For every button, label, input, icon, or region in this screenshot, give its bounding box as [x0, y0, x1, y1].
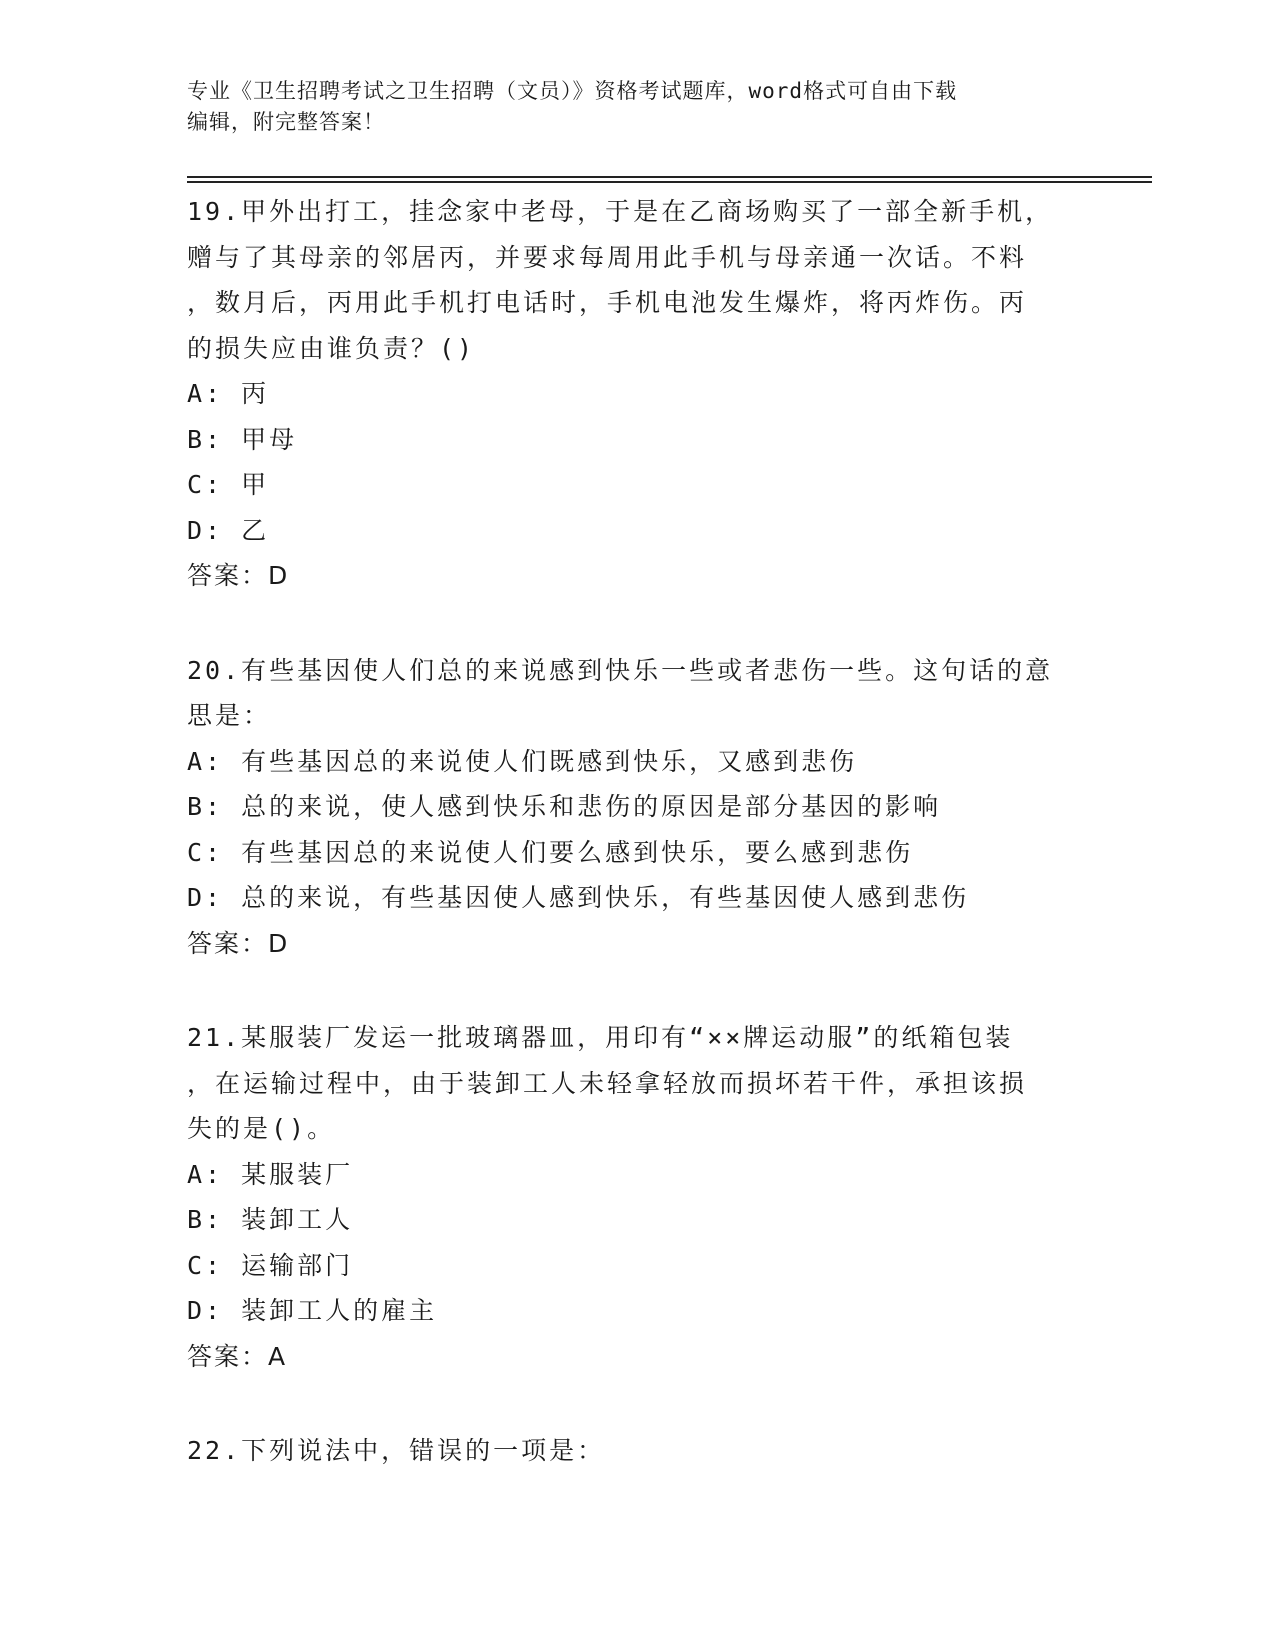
header-line-1: 专业《卫生招聘考试之卫生招聘（文员）》资格考试题库，word格式可自由下载 — [187, 79, 958, 103]
answer-label: 答案：D — [187, 561, 290, 590]
question-line: ，在运输过程中，由于装卸工人未轻拿轻放而损坏若干件，承担该损 — [187, 1068, 1028, 1098]
question-20 — [187, 648, 1087, 967]
question-19 — [187, 189, 1087, 599]
document-header — [187, 76, 1087, 138]
option-a: A: 某服装厂 — [187, 1159, 354, 1189]
option-c: C: 甲 — [187, 470, 270, 499]
option-b: B: 总的来说，使人感到快乐和悲伤的原因是部分基因的影响 — [187, 792, 942, 821]
question-text — [187, 1015, 1087, 1152]
question-line: 思是： — [187, 701, 272, 730]
option-c: C: 有些基因总的来说使人们要么感到快乐，要么感到悲伤 — [187, 837, 914, 867]
header-line-2: 编辑，附完整答案！ — [187, 110, 385, 134]
option-d: D: 装卸工人的雇主 — [187, 1296, 438, 1325]
question-line: 20.有些基因使人们总的来说感到快乐一些或者悲伤一些。这句话的意 — [187, 655, 1054, 685]
option-d: D: 乙 — [187, 515, 270, 545]
option-a: A: 丙 — [187, 379, 270, 408]
question-text — [187, 1428, 1087, 1474]
header-divider-bottom — [187, 181, 1152, 183]
option-b: B: 装卸工人 — [187, 1205, 354, 1234]
answer-label: 答案：A — [187, 1341, 288, 1371]
question-line: 赠与了其母亲的邻居丙，并要求每周用此手机与母亲通一次话。不料 — [187, 242, 1028, 272]
question-line: 失的是()。 — [187, 1114, 336, 1143]
answer-label: 答案：D — [187, 928, 290, 958]
question-22 — [187, 1428, 1087, 1474]
question-line: 22.下列说法中，错误的一项是： — [187, 1436, 606, 1465]
question-line: 19.甲外出打工，挂念家中老母，于是在乙商场购买了一部全新手机， — [187, 197, 1054, 226]
option-a: A: 有些基因总的来说使人们既感到快乐，又感到悲伤 — [187, 746, 858, 776]
option-c: C: 运输部门 — [187, 1250, 354, 1280]
question-text — [187, 189, 1087, 371]
question-line: 21.某服装厂发运一批玻璃器皿，用印有“××牌运动服”的纸箱包装 — [187, 1023, 1014, 1052]
option-b: B: 甲母 — [187, 424, 298, 454]
question-line: ，数月后，丙用此手机打电话时，手机电池发生爆炸，将丙炸伤。丙 — [187, 288, 1028, 317]
header-divider-top — [187, 176, 1152, 178]
question-text — [187, 648, 1087, 739]
question-21 — [187, 1015, 1087, 1379]
question-list — [187, 189, 1087, 1523]
question-line: 的损失应由谁负责？() — [187, 333, 476, 363]
option-d: D: 总的来说，有些基因使人感到快乐，有些基因使人感到悲伤 — [187, 883, 970, 912]
